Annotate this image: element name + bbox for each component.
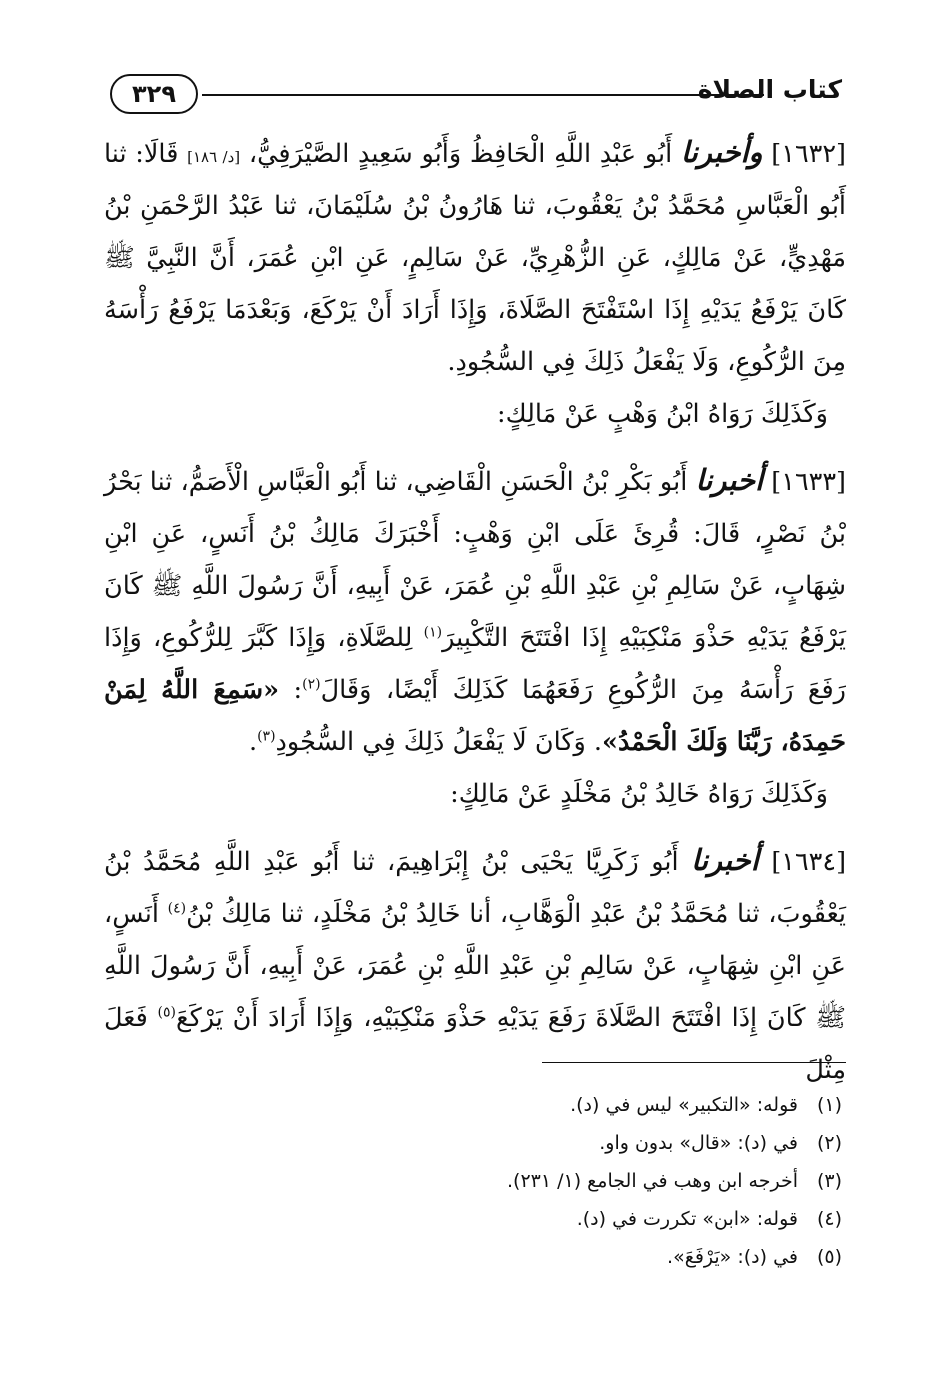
- footnote-ref: (٣): [257, 728, 276, 745]
- akhbarana-heading: وأخبرنا: [680, 135, 763, 169]
- page-number: ٣٢٩: [110, 74, 198, 114]
- hadith-1633: [104, 454, 846, 768]
- hadith-text: قَالَا: ثنا أَبُو الْعَبَّاسِ مُحَمَّدُ بْنُ يَعْقُوبَ، ثنا هَارُونُ بْنُ سُلَيْمَانَ، ثنا عَبْدُ الرَّحْمَنِ بْنُ مَهْدِيٍّ، عَنْ مَالِكٍ، عَنِ الزُّهْرِيِّ، عَنْ سَالِمٍ، عَنِ ابْنِ عُمَرَ، أَنَّ النَّبِيَّ ﷺ كَانَ يَرْفَعُ يَدَيْهِ إِذَا اسْتَفْتَحَ الصَّلَاةَ، وَإِذَا أَرَادَ أَنْ يَرْكَعَ، وَبَعْدَمَا يَرْفَعُ رَأْسَهُ مِنَ الرُّكُوعِ، وَلَا يَفْعَلُ ذَلِكَ فِي السُّجُودِ.: [104, 139, 846, 377]
- hadith-text: :: [293, 675, 303, 705]
- footnote-1: [104, 1086, 842, 1124]
- hadith-text: لِلصَّلَاةِ، وَإِذَا كَبَّرَ لِلرُّكُوعِ، وَإِذَا رَفَعَ رَأْسَهُ مِنَ الرُّكُوعِ رَفَعَهُمَا كَذَلِكَ أَيْضًا، وَقَالَ: [104, 623, 847, 705]
- footnote-ref: (١): [423, 624, 443, 641]
- main-text: [104, 126, 846, 1096]
- footnote-number: (٢): [816, 1132, 842, 1154]
- hadith-1634: [104, 834, 846, 1096]
- hadith-text: أَبُو عَبْدِ اللَّهِ الْحَافِظُ وَأَبُو سَعِيدٍ الصَّيْرَفِيُّ،: [248, 139, 673, 169]
- chapter-title: كتاب الصلاة: [697, 75, 842, 104]
- hadith-text: فَعَلَ مِثْلَ: [104, 1003, 846, 1085]
- hadith-1632: [104, 126, 846, 388]
- manuscript-ref: [د/ ١٨٦]: [187, 148, 241, 166]
- prophetic-quote: «سَمِعَ اللَّهُ لِمَنْ حَمِدَهُ، رَبَّنَا وَلَكَ الْحَمْدُ»: [104, 675, 846, 757]
- footnote-3: [104, 1162, 842, 1200]
- hadith-text: أَبُو زَكَرِيَّا يَحْيَى بْنُ إِبْرَاهِيمَ، ثنا أَبُو عَبْدِ اللَّهِ مُحَمَّدُ بْنُ يَعْقُوبَ، ثنا مُحَمَّدُ بْنُ عَبْدِ الْوَهَّابِ، أنا خَالِدُ بْنُ مَخْلَدٍ، ثنا مَالِكُ بْنُ: [104, 847, 846, 929]
- footnote-4: [104, 1200, 842, 1238]
- footnote-number: (٤): [816, 1208, 842, 1230]
- footnote-number: (٣): [816, 1170, 842, 1192]
- footnote-ref: (٢): [302, 676, 321, 693]
- transmission-note: وَكَذَلِكَ رَوَاهُ ابْنُ وَهْبٍ عَنْ مَالِكٍ:: [496, 399, 828, 429]
- akhbarana-heading: أخبرنا: [695, 463, 764, 497]
- footnote-5: [104, 1238, 842, 1276]
- hadith-number: [١٦٣٢]: [771, 139, 846, 169]
- hadith-text: أَبُو بَكْرِ بْنُ الْحَسَنِ الْقَاضِي، ثنا أَبُو الْعَبَّاسِ الْأَصَمُّ، ثنا بَحْرُ بْنُ نَصْرٍ، قَالَ: قُرِئَ عَلَى ابْنِ وَهْبٍ: أَخْبَرَكَ مَالِكُ بْنُ أَنَسٍ، عَنِ ابْنِ شِهَابٍ، عَنْ سَالِمِ بْنِ عَبْدِ اللَّهِ بْنِ عُمَرَ، عَنْ أَبِيهِ، أَنَّ رَسُولَ اللَّهِ ﷺ كَانَ يَرْفَعُ يَدَيْهِ حَذْوَ مَنْكِبَيْهِ إِذَا افْتَتَحَ التَّكْبِيرَ: [104, 467, 846, 653]
- akhbarana-heading: أخبرنا: [691, 843, 759, 877]
- footnote-number: (٥): [816, 1246, 842, 1268]
- page-header: [110, 74, 842, 114]
- header-rule: [202, 94, 764, 96]
- footnote-text: قوله: «التكبير» ليس في (د).: [570, 1094, 798, 1116]
- footnote-rule: [542, 1062, 846, 1063]
- footnote-number: (١): [816, 1094, 842, 1116]
- hadith-text: .: [248, 727, 258, 757]
- footnote-2: [104, 1124, 842, 1162]
- hadith-number: [١٦٣٤]: [771, 847, 847, 877]
- footnotes: [104, 1086, 842, 1276]
- footnote-text: في (د): «يَرْفَعَ».: [667, 1246, 798, 1268]
- hadith-text: أَنَسٍ، عَنِ ابْنِ شِهَابٍ، عَنْ سَالِمِ بْنِ عَبْدِ اللَّهِ بْنِ عُمَرَ، عَنْ أَبِيهِ، أَنَّ رَسُولَ اللَّهِ ﷺ كَانَ إِذَا افْتَتَحَ الصَّلَاةَ رَفَعَ يَدَيْهِ حَذْوَ مَنْكِبَيْهِ، وَإِذَا أَرَادَ أَنْ يَرْكَعَ: [104, 899, 846, 1033]
- footnote-text: في (د): «قال» بدون واو.: [599, 1132, 798, 1154]
- footnote-text: أخرجه ابن وهب في الجامع (١/ ٢٣١).: [506, 1170, 798, 1192]
- footnote-ref: (٤): [167, 900, 187, 917]
- footnote-text: قوله: «ابن» تكررت في (د).: [576, 1208, 798, 1230]
- hadith-text: . وَكَانَ لَا يَفْعَلُ ذَلِكَ فِي السُّجُودِ: [275, 727, 603, 757]
- footnote-ref: (٥): [157, 1004, 176, 1021]
- hadith-number: [١٦٣٣]: [771, 467, 846, 497]
- transmission-note: وَكَذَلِكَ رَوَاهُ خَالِدُ بْنُ مَخْلَدٍ عَنْ مَالِكٍ:: [450, 779, 828, 809]
